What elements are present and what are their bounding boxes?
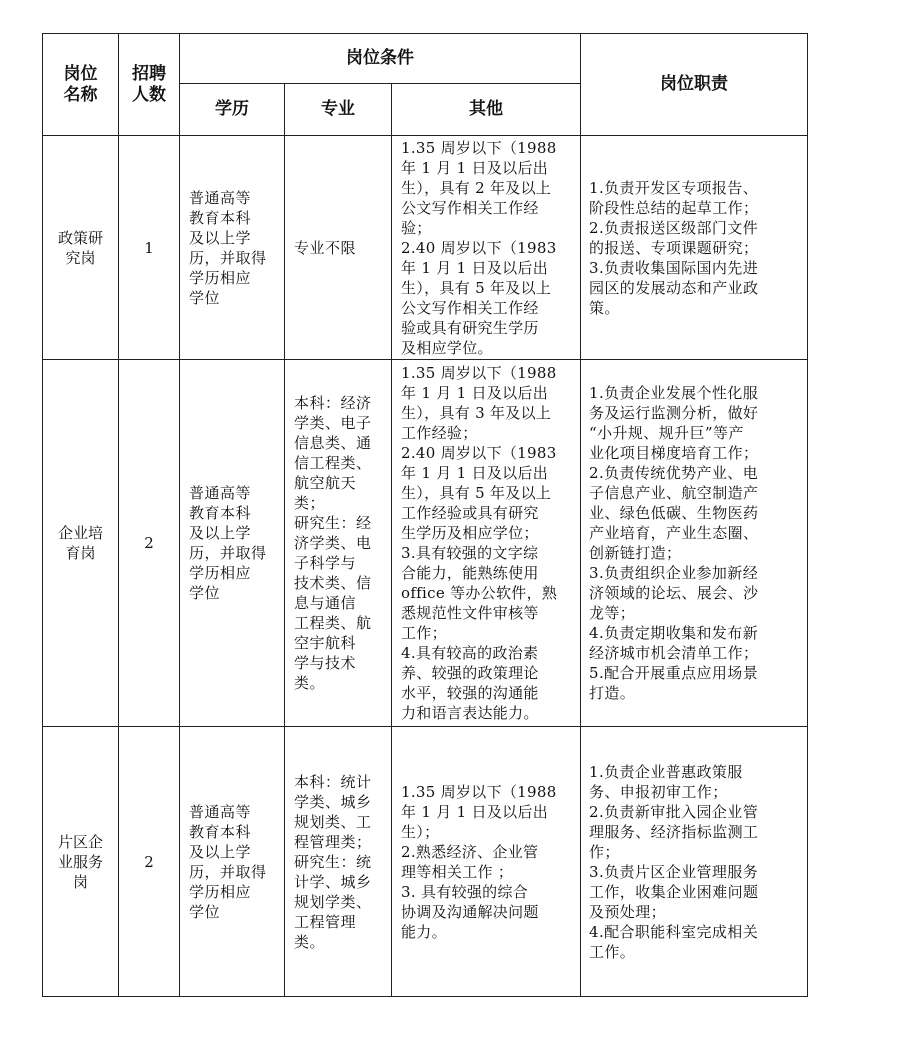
row-major: 本科：经济 学类、电子 信息类、通 信工程类、 航空航天 类； 研究生：经 济学类、电 子科学与 技术类、信 息与通信 工程类、航 空宇航科 学与技术 类。 xyxy=(285,360,392,727)
row-education: 普通高等 教育本科 及以上学 历，并取得 学历相应 学位 xyxy=(180,360,285,727)
row-recruit-count: 2 xyxy=(119,727,180,997)
row-position-name: 政策研 究岗 xyxy=(43,136,119,360)
row-recruit-count: 1 xyxy=(119,136,180,360)
header-other: 其他 xyxy=(392,84,581,136)
table-row-policy-research xyxy=(43,136,808,360)
row-duties: 1.负责开发区专项报告、 阶段性总结的起草工作； 2.负责报送区级部门文件 的报送、专项课题研究； 3.负责收集国际国内先进 园区的发展动态和产业政 策。 xyxy=(581,136,808,360)
row-position-name: 企业培 育岗 xyxy=(43,360,119,727)
table-row-district-enterprise-service xyxy=(43,727,808,997)
row-major: 专业不限 xyxy=(285,136,392,360)
header-major: 专业 xyxy=(285,84,392,136)
row-education: 普通高等 教育本科 及以上学 历，并取得 学历相应 学位 xyxy=(180,727,285,997)
row-other-conditions: 1.35 周岁以下（1988 年 1 月 1 日及以后出 生），具有 2 年及以上 公文写作相关工作经 验； 2.40 周岁以下（1983 年 1 月 1 日及以后出 生），具有 5 年及以上 公文写作相关工作经 验或具有研究生学历 及相应学位。 xyxy=(392,136,581,360)
recruitment-table xyxy=(42,33,808,997)
row-other-conditions: 1.35 周岁以下（1988 年 1 月 1 日及以后出 生），具有 3 年及以上 工作经验； 2.40 周岁以下（1983 年 1 月 1 日及以后出 生），具有 5 年及以上 工作经验或具有研究 生学历及相应学位； 3.具有较强的文字综 合能力，能熟练使用 office 等办公软件，熟 悉规范性文件审核等 工作； 4.具有较高的政治素 养、较强的政策理论 水平，较强的沟通能 力和语言表达能力。 xyxy=(392,360,581,727)
row-duties: 1.负责企业发展个性化服 务及运行监测分析，做好 “小升规、规升巨”等产 业化项目梯度培育工作； 2.负责传统优势产业、电 子信息产业、航空制造产 业、绿色低碳、生物医药 产业培育，产业生态圈、 创新链打造； 3.负责组织企业参加新经 济领域的论坛、展会、沙 龙等； 4.负责定期收集和发布新 经济城市机会清单工作； 5.配合开展重点应用场景 打造。 xyxy=(581,360,808,727)
row-duties: 1.负责企业普惠政策服 务、申报初审工作； 2.负责新审批入园企业管 理服务、经济指标监测工 作； 3.负责片区企业管理服务 工作，收集企业困难问题 及预处理； 4.配合职能科室完成相关 工作。 xyxy=(581,727,808,997)
header-row-top xyxy=(43,34,808,84)
row-major: 本科：统计 学类、城乡 规划类、工 程管理类； 研究生：统 计学、城乡 规划学类、 工程管理 类。 xyxy=(285,727,392,997)
header-conditions: 岗位条件 xyxy=(180,34,581,84)
row-position-name: 片区企 业服务 岗 xyxy=(43,727,119,997)
header-recruit-count: 招聘 人数 xyxy=(119,34,180,136)
row-recruit-count: 2 xyxy=(119,360,180,727)
header-education: 学历 xyxy=(180,84,285,136)
table-row-enterprise-cultivation xyxy=(43,360,808,727)
row-education: 普通高等 教育本科 及以上学 历，并取得 学历相应 学位 xyxy=(180,136,285,360)
header-duties: 岗位职责 xyxy=(581,34,808,136)
header-position-name: 岗位 名称 xyxy=(43,34,119,136)
row-other-conditions: 1.35 周岁以下（1988 年 1 月 1 日及以后出 生）； 2.熟悉经济、企业管 理等相关工作 ； 3. 具有较强的综合 协调及沟通解决问题 能力。 xyxy=(392,727,581,997)
